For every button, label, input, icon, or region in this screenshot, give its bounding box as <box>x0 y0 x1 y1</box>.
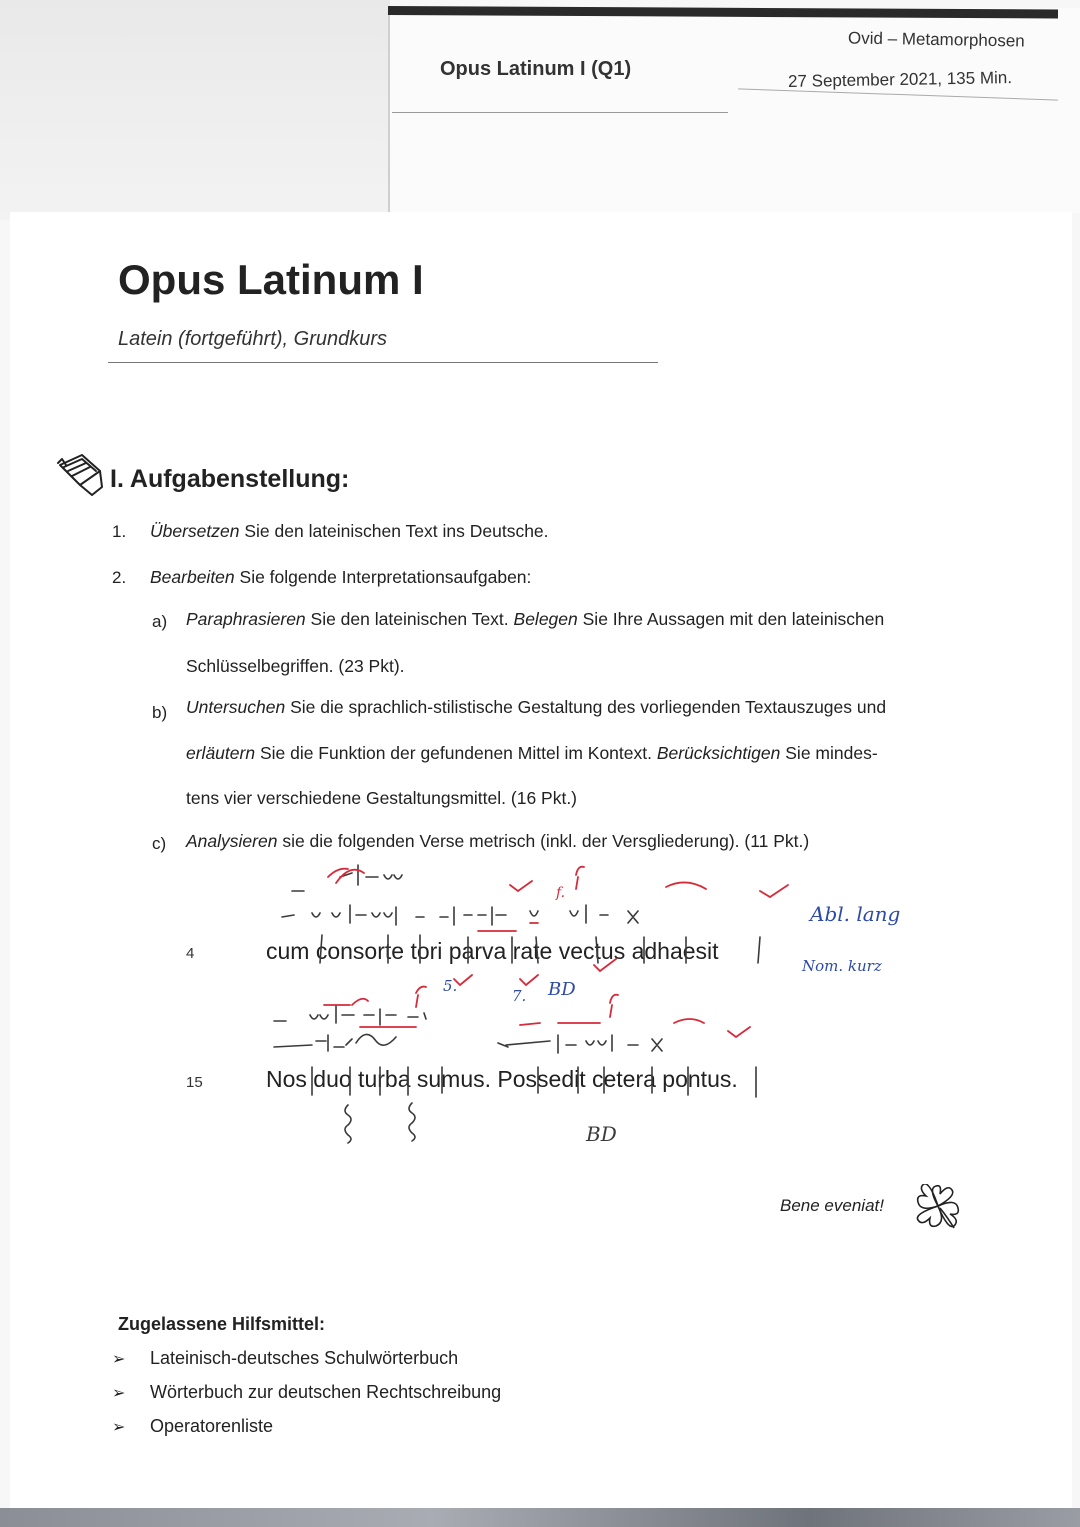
task-operator: Übersetzen <box>150 521 240 541</box>
closing-wish: Bene eveniat! <box>780 1196 884 1215</box>
subtask-label: c) <box>152 834 167 853</box>
task-1-text <box>150 521 549 542</box>
photo-bottom-edge <box>0 1508 1080 1527</box>
annotation-note: Nom. kurz <box>802 957 882 975</box>
annotation-bd: BD <box>586 1122 617 1146</box>
subtask-operator: Analysieren <box>186 831 278 851</box>
subtask-operator: Belegen <box>513 609 578 629</box>
annotation-note: Abl. lang <box>810 902 901 926</box>
previous-sheet-title: Opus Latinum I (Q1) <box>440 58 632 80</box>
verse-number: 15 <box>186 1074 203 1091</box>
verse-line: Nos duo turba sumus. Possedit cetera pontus. <box>266 1066 738 1092</box>
arrow-bullet-icon: ➢ <box>112 1385 126 1402</box>
page-title: Opus Latinum I <box>118 256 424 303</box>
subtask-text: Sie den lateinischen Text. <box>305 609 514 629</box>
subtask-operator: Berücksichtigen <box>656 743 781 763</box>
subtask-c-line1 <box>186 831 809 852</box>
subtask-text: Sie mindes- <box>780 743 878 763</box>
task-number: 1. <box>112 522 127 541</box>
annotation-bd: BD <box>548 979 576 1000</box>
aid-item <box>112 1348 458 1369</box>
subtask-label: a) <box>152 612 168 631</box>
subtask-b-line2 <box>186 743 878 764</box>
task-2-text <box>150 567 531 588</box>
subtask-b-line3: tens vier verschiedene Gestaltungsmittel. (16 Pkt.) <box>186 788 578 808</box>
title-divider <box>108 362 658 363</box>
subtask-operator: Untersuchen <box>186 697 286 717</box>
aids-heading: Zugelassene Hilfsmittel: <box>118 1314 326 1334</box>
annotation-number: 5. <box>443 977 458 995</box>
task-instruction: Sie folgende Interpretationsaufgaben: <box>234 567 532 587</box>
verse-number: 4 <box>186 945 195 962</box>
aid-item <box>112 1416 273 1437</box>
aid-text: Operatorenliste <box>150 1416 274 1436</box>
aid-item <box>112 1382 501 1403</box>
task-number: 2. <box>112 568 127 587</box>
aid-text: Lateinisch-deutsches Schulwörterbuch <box>150 1348 459 1368</box>
section-heading: I. Aufgabenstellung: <box>110 465 350 493</box>
subtask-a-line1 <box>186 609 884 630</box>
aid-text: Wörterbuch zur deutschen Rechtschreibung <box>150 1382 502 1402</box>
subtask-b-line1 <box>186 697 886 718</box>
subtask-operator: erläutern <box>186 743 256 763</box>
subtask-a-line2: Schlüsselbegriffen. (23 Pkt). <box>186 656 405 676</box>
verse-line: cum consorte tori parva rate vectus adhaesit <box>266 938 719 964</box>
clover-icon <box>912 1184 964 1230</box>
subtask-text: Sie die Funktion der gefundenen Mittel im Kontext. <box>255 743 657 763</box>
subtask-text: Sie Ihre Aussagen mit den lateinischen <box>577 609 885 629</box>
subtask-text: sie die folgenden Verse metrisch (inkl. der Versgliederung). (11 Pkt.) <box>277 831 810 851</box>
subtask-text: Sie die sprachlich-stilistische Gestaltung des vorliegenden Textauszuges und <box>285 697 887 717</box>
writing-hand-icon <box>52 445 108 501</box>
arrow-bullet-icon: ➢ <box>112 1419 126 1436</box>
handwritten-annotations <box>240 855 960 1155</box>
annotation-number: 7. <box>512 987 527 1005</box>
annotation-f: f. <box>556 885 566 901</box>
previous-sheet-rule <box>392 112 728 113</box>
subtask-operator: Paraphrasieren <box>186 609 306 629</box>
page-subtitle: Latein (fortgeführt), Grundkurs <box>118 328 388 350</box>
subtask-label: b) <box>152 703 168 722</box>
shadow-area <box>0 0 390 220</box>
task-operator: Bearbeiten <box>150 567 235 587</box>
previous-sheet-subject: Ovid – Metamorphosen <box>847 28 1025 51</box>
arrow-bullet-icon: ➢ <box>112 1351 126 1368</box>
task-instruction: Sie den lateinischen Text ins Deutsche. <box>239 521 549 541</box>
previous-sheet-date: 27 September 2021, 135 Min. <box>787 68 1013 91</box>
